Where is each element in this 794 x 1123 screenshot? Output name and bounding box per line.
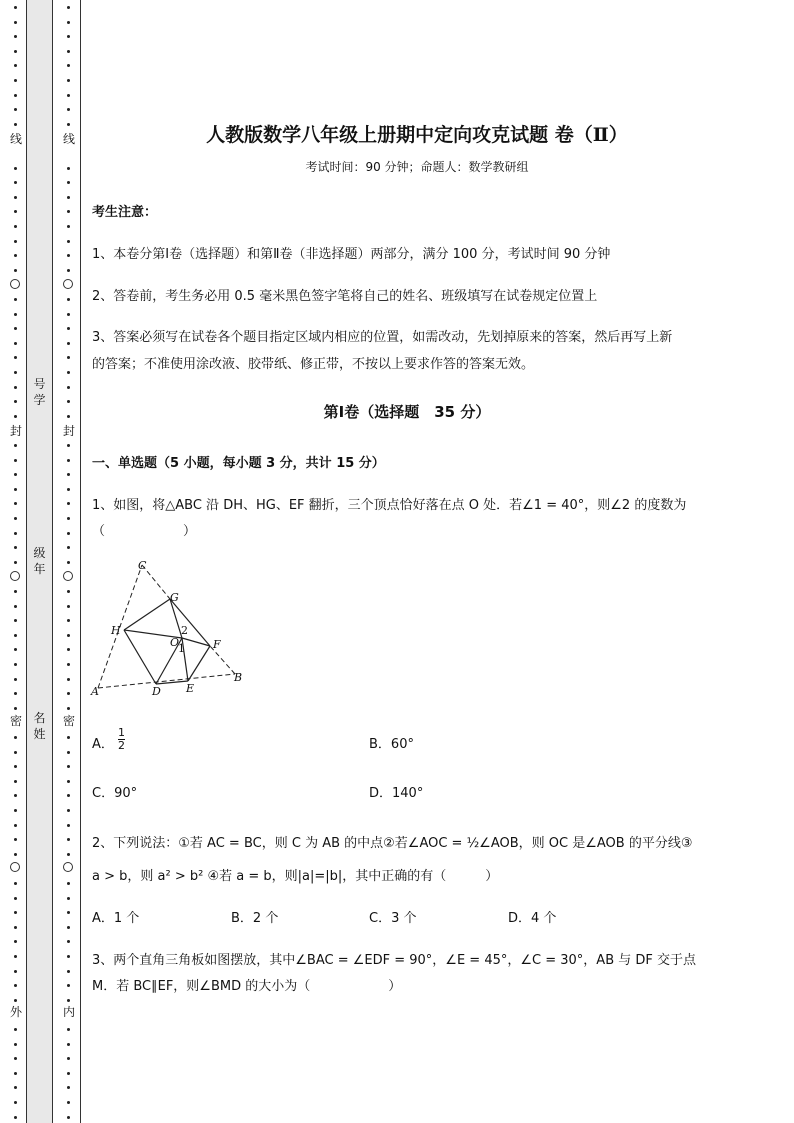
question-3-text: 3、两个直角三角板如图摆放，其中∠BAC = ∠EDF = 90°，∠E = 45°，∠C = 30°，AB 与 DF 交于点 <box>92 953 696 968</box>
label-O: O <box>170 636 180 649</box>
triangle-fold-figure <box>88 555 258 700</box>
page-subtitle: 考试时间：90 分钟；命题人：数学教研组 <box>305 160 529 174</box>
margin-dot <box>14 298 17 301</box>
margin-dot <box>14 605 17 608</box>
margin-dot <box>67 1057 70 1060</box>
margin-dot <box>14 444 17 447</box>
margin-dot <box>14 64 17 67</box>
margin-dot <box>14 210 17 213</box>
margin-dot <box>67 940 70 943</box>
margin-dot <box>67 809 70 812</box>
margin-dot <box>67 298 70 301</box>
margin-dot <box>67 459 70 462</box>
margin-dot <box>14 254 17 257</box>
margin-dot <box>14 809 17 812</box>
margin-dot <box>14 502 17 505</box>
margin-dot <box>67 736 70 739</box>
margin-dot <box>14 897 17 900</box>
q1-option-c[interactable]: C．90° <box>92 786 138 801</box>
margin-label-feng: 封 <box>63 424 76 438</box>
field-label: 级年 <box>33 546 46 576</box>
margin-dot <box>67 473 70 476</box>
part-heading: 一、单选题（5 小题，每小题 3 分，共计 15 分） <box>92 456 385 471</box>
margin-dot <box>67 6 70 9</box>
margin-dot <box>67 970 70 973</box>
margin-dot <box>14 94 17 97</box>
label-A: A <box>91 685 99 698</box>
margin-dot <box>67 21 70 24</box>
margin-dot <box>14 1057 17 1060</box>
label-C: C <box>138 559 147 572</box>
margin-dot <box>67 999 70 1002</box>
margin-dot <box>67 517 70 520</box>
margin-dot <box>14 824 17 827</box>
margin-dot <box>67 648 70 651</box>
margin-dot <box>14 911 17 914</box>
margin-dot <box>14 1101 17 1104</box>
margin-dot <box>14 634 17 637</box>
margin-dot <box>14 35 17 38</box>
margin-dot <box>14 313 17 316</box>
margin-dot <box>67 634 70 637</box>
margin-dot <box>67 926 70 929</box>
margin-dot <box>67 824 70 827</box>
margin-dot <box>67 94 70 97</box>
margin-dot <box>14 342 17 345</box>
q2-option-b[interactable]: B．2 个 <box>231 911 279 926</box>
fold-FE <box>188 646 210 681</box>
label-E: E <box>186 682 195 695</box>
margin-circle <box>10 571 20 581</box>
fold-HG <box>124 599 170 630</box>
q1-option-a[interactable] <box>92 726 126 752</box>
margin-dot <box>67 79 70 82</box>
section-title: 第Ⅰ卷（选择题 35 分） <box>323 403 491 421</box>
margin-dot <box>14 1086 17 1089</box>
margin-dot <box>67 765 70 768</box>
margin-label-nei: 内 <box>63 1005 76 1019</box>
margin-dot <box>67 35 70 38</box>
field-name <box>26 710 53 742</box>
margin-dot <box>67 1086 70 1089</box>
margin-label-xian: 线 <box>63 132 76 146</box>
margin-dot <box>14 473 17 476</box>
margin-label-feng: 封 <box>10 424 23 438</box>
margin-dot <box>14 196 17 199</box>
q1-option-b[interactable]: B．60° <box>369 737 414 752</box>
question-3-text-cont: M．若 BC∥EF，则∠BMD 的大小为（ ） <box>92 979 402 994</box>
margin-dot <box>14 678 17 681</box>
margin-dot <box>67 181 70 184</box>
margin-dot <box>67 225 70 228</box>
margin-dot <box>14 1116 17 1119</box>
margin-dot <box>67 1072 70 1075</box>
margin-dot <box>14 386 17 389</box>
margin-dot <box>14 619 17 622</box>
margin-dot <box>67 64 70 67</box>
q1-option-d[interactable]: D．140° <box>369 786 424 801</box>
margin-dot <box>14 327 17 330</box>
margin-dot <box>67 1101 70 1104</box>
margin-dot <box>67 692 70 695</box>
margin-label-xian: 线 <box>10 132 23 146</box>
label-G: G <box>170 591 179 604</box>
margin-dot <box>14 926 17 929</box>
margin-dot <box>67 327 70 330</box>
page-title: 人教版数学八年级上册期中定向攻克试题 卷（Ⅱ） <box>206 124 628 146</box>
margin-dot <box>67 619 70 622</box>
margin-dot <box>14 371 17 374</box>
margin-dot <box>67 371 70 374</box>
margin-dot <box>67 780 70 783</box>
margin-dot <box>14 488 17 491</box>
label-B: B <box>234 671 243 684</box>
margin-dot <box>67 663 70 666</box>
margin-dot <box>14 546 17 549</box>
margin-dot <box>14 50 17 53</box>
question-2-text-cont: a > b，则 a² > b² ④若 a = b，则|a|=|b|，其中正确的有（ ） <box>92 869 499 884</box>
margin-dot <box>67 707 70 710</box>
margin-dot <box>14 940 17 943</box>
question-2-text: 2、下列说法：①若 AC = BC，则 C 为 AB 的中点②若∠AOC = ½∠AOB，则 OC 是∠AOB 的平分线③ <box>92 836 693 851</box>
margin-dot <box>14 955 17 958</box>
margin-dot <box>14 532 17 535</box>
margin-dot <box>14 970 17 973</box>
margin-dot <box>67 240 70 243</box>
notice-item: 2、答卷前，考生务必用 0.5 毫米黑色签字笔将自己的姓名、班级填写在试卷规定位置上 <box>92 289 598 304</box>
margin-dot <box>14 984 17 987</box>
margin-dot <box>67 955 70 958</box>
margin-dot <box>14 765 17 768</box>
margin-dot <box>67 794 70 797</box>
margin-dot <box>14 181 17 184</box>
margin-dot <box>67 488 70 491</box>
margin-label-mi: 密 <box>10 714 23 728</box>
margin-dot <box>67 196 70 199</box>
denominator: 2 <box>118 739 126 752</box>
margin-dot <box>14 882 17 885</box>
margin-dot <box>14 707 17 710</box>
margin-circle <box>63 862 73 872</box>
margin-dot <box>67 546 70 549</box>
fraction <box>118 727 125 752</box>
numerator: 1 <box>118 726 126 739</box>
margin-circle <box>10 279 20 289</box>
margin-dot <box>14 240 17 243</box>
margin-label-wai: 外 <box>10 1005 23 1019</box>
margin-dot <box>67 210 70 213</box>
margin-dot <box>67 911 70 914</box>
margin-dot <box>14 21 17 24</box>
field-label: 号学 <box>33 377 46 407</box>
field-label: 名姓 <box>33 711 46 741</box>
margin-dot <box>67 1028 70 1031</box>
margin-dot <box>67 590 70 593</box>
margin-dot <box>67 882 70 885</box>
margin-dot <box>67 897 70 900</box>
margin-circle <box>10 862 20 872</box>
margin-dot <box>14 79 17 82</box>
margin-dot <box>67 254 70 257</box>
margin-dot <box>14 780 17 783</box>
margin-dot <box>14 736 17 739</box>
margin-dot <box>67 561 70 564</box>
margin-dot <box>14 1072 17 1075</box>
margin-dot <box>14 794 17 797</box>
margin-dot <box>14 356 17 359</box>
margin-dot <box>67 269 70 272</box>
margin-dot <box>14 838 17 841</box>
label-angle-2: 2 <box>181 624 188 637</box>
notice-item: 1、本卷分第Ⅰ卷（选择题）和第Ⅱ卷（非选择题）两部分，满分 100 分，考试时间 90 分钟 <box>92 247 611 262</box>
notice-heading: 考生注意： <box>92 205 158 220</box>
question-1-blank: （ ） <box>92 524 197 539</box>
margin-dot <box>14 692 17 695</box>
seg-OF <box>182 638 210 646</box>
fold-DH <box>124 630 156 684</box>
margin-dot <box>67 605 70 608</box>
margin-dot <box>14 225 17 228</box>
fold-ED <box>156 681 188 684</box>
edge-AB <box>98 674 235 688</box>
label-angle-1: 1 <box>178 642 185 655</box>
q2-option-d[interactable]: D．4 个 <box>508 911 557 926</box>
margin-label-mi: 密 <box>63 714 76 728</box>
margin-dot <box>14 648 17 651</box>
margin-dot <box>67 313 70 316</box>
margin-dot <box>67 984 70 987</box>
margin-dot <box>14 517 17 520</box>
margin-dot <box>67 356 70 359</box>
margin-dot <box>67 838 70 841</box>
margin-dot <box>67 50 70 53</box>
margin-dot <box>67 853 70 856</box>
margin-circle <box>63 571 73 581</box>
margin-dot <box>14 269 17 272</box>
q2-option-c[interactable]: C．3 个 <box>369 911 417 926</box>
margin-dot <box>14 108 17 111</box>
margin-dot <box>67 1116 70 1119</box>
margin-dot <box>14 999 17 1002</box>
margin-dot <box>14 853 17 856</box>
margin-dot <box>67 678 70 681</box>
margin-dot <box>67 108 70 111</box>
margin-dot <box>14 751 17 754</box>
notice-item-cont: 的答案；不准使用涂改液、胶带纸、修正带，不按以上要求作答的答案无效。 <box>92 357 535 372</box>
margin-dot <box>14 459 17 462</box>
margin-dot <box>14 590 17 593</box>
margin-dot <box>14 1043 17 1046</box>
margin-dot <box>67 1043 70 1046</box>
margin-dot <box>67 532 70 535</box>
label-H: H <box>111 624 121 637</box>
margin-circle <box>63 279 73 289</box>
margin-dot <box>67 342 70 345</box>
question-1-text: 1、如图，将△ABC 沿 DH、HG、EF 翻折，三个顶点恰好落在点 O 处．若∠1 = 40°，则∠2 的度数为 <box>92 498 687 513</box>
margin-dot <box>14 6 17 9</box>
label-D: D <box>152 685 161 698</box>
margin-dot <box>67 751 70 754</box>
option-label: A． <box>92 737 114 752</box>
margin-dot <box>67 502 70 505</box>
q2-option-a[interactable]: A．1 个 <box>92 911 140 926</box>
margin-dot <box>14 561 17 564</box>
margin-dot <box>14 663 17 666</box>
notice-item: 3、答案必须写在试卷各个题目指定区域内相应的位置，如需改动，先划掉原来的答案，然后再写上新 <box>92 330 673 345</box>
field-class <box>26 545 53 577</box>
margin-dot <box>67 444 70 447</box>
margin-dot <box>14 1028 17 1031</box>
label-F: F <box>213 638 221 651</box>
margin-dot <box>67 386 70 389</box>
